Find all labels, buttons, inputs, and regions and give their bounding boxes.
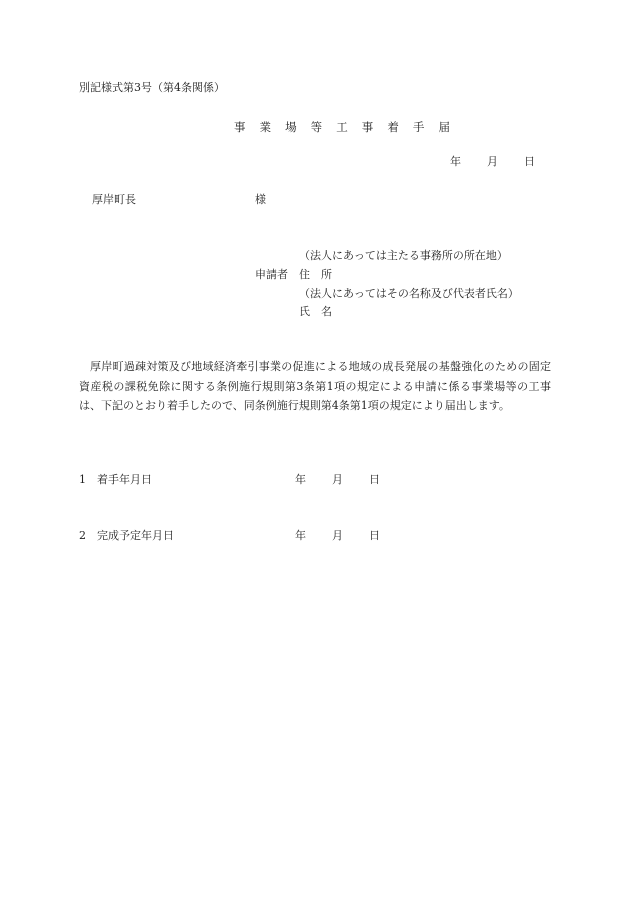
address-note: （法人にあっては主たる事務所の所在地） [299, 249, 508, 262]
address-label: 住 所 [299, 268, 332, 281]
addressee-honorific: 様 [255, 193, 266, 206]
date-day: 日 [524, 155, 535, 168]
date-year: 年 [450, 155, 461, 168]
item-day: 日 [369, 529, 380, 542]
name-label: 氏 名 [299, 305, 332, 318]
applicant-label: 申請者 [255, 268, 288, 281]
form-number: 別記様式第3号（第4条関係） [79, 81, 225, 94]
document-title: 事 業 場 等 工 事 着 手 届 [234, 120, 456, 134]
item-month: 月 [332, 529, 343, 542]
item-completion-date [79, 529, 174, 543]
addressee-name: 厚岸町長 [92, 193, 136, 206]
completion-date-fields [295, 529, 380, 543]
item-month: 月 [332, 473, 343, 486]
name-note: （法人にあってはその名称及び代表者氏名） [299, 287, 519, 300]
item-label: 着手年月日 [97, 473, 152, 486]
item-year: 年 [295, 529, 306, 542]
start-date-fields [295, 473, 380, 487]
submission-date [450, 155, 535, 169]
item-number: 2 [79, 529, 86, 542]
item-number: 1 [79, 473, 86, 486]
date-month: 月 [487, 155, 498, 168]
item-label: 完成予定年月日 [97, 529, 174, 542]
item-year: 年 [295, 473, 306, 486]
item-day: 日 [369, 473, 380, 486]
body-paragraph: 厚岸町過疎対策及び地域経済牽引事業の促進による地域の成長発展の基盤強化のための固定資産税の課税免除に関する条例施行規則第3条第1項の規定による申請に係る事業場等の工事は、下記のとおり着手したので、同条例施行規則第4条第1項の規定により届出します。 [79, 360, 551, 413]
item-start-date [79, 473, 152, 487]
